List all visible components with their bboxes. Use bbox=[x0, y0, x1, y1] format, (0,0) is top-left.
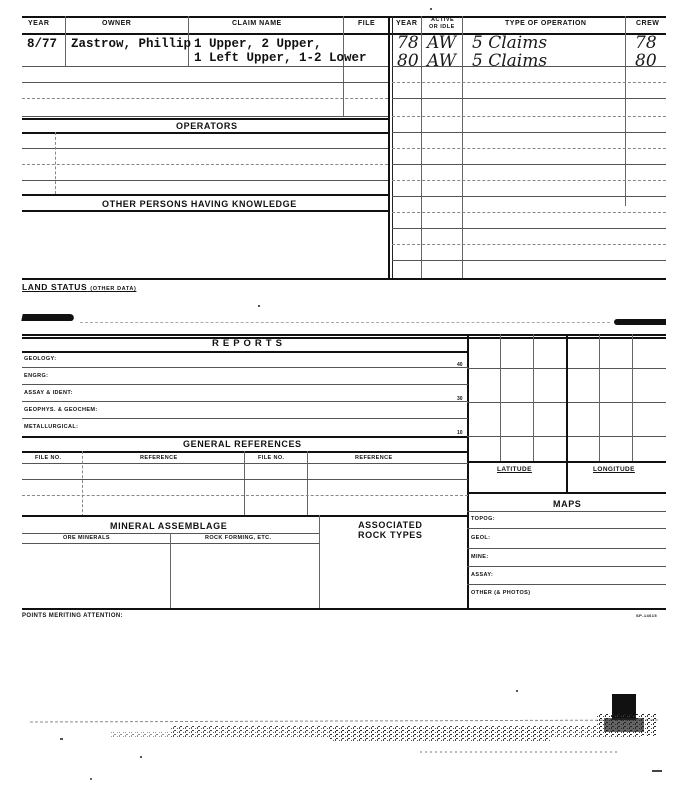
op-row1-status: AW bbox=[427, 33, 457, 53]
report-geology: GEOLOGY: bbox=[24, 356, 57, 362]
op-row2-type: 5 Claims bbox=[472, 51, 548, 71]
operation-type-header: TYPE OF OPERATION bbox=[505, 20, 587, 27]
owner-header: OWNER bbox=[102, 20, 132, 27]
claim-name-line2: 1 Left Upper, 1-2 Lower bbox=[194, 51, 367, 65]
crew-header: CREW bbox=[636, 20, 660, 27]
op-row1-type: 5 Claims bbox=[472, 33, 548, 53]
maps-geol: GEOL: bbox=[471, 535, 491, 541]
claim-name-line1: 1 Upper, 2 Upper, bbox=[194, 37, 322, 51]
op-row2-crew: 80 bbox=[635, 51, 657, 71]
maps-assay: ASSAY: bbox=[471, 572, 494, 578]
points-meriting-label: POINTS MERITING ATTENTION: bbox=[22, 613, 124, 619]
report-assay-num: 30 bbox=[457, 396, 463, 402]
ore-minerals-header: ORE MINERALS bbox=[63, 535, 110, 541]
report-metallurgical-num: 10 bbox=[457, 430, 463, 436]
active-idle-header-2: OR IDLE bbox=[429, 24, 455, 30]
ref-file-no-1: FILE NO. bbox=[35, 455, 62, 461]
ink-smudge-left bbox=[21, 314, 74, 321]
land-status-sub: (OTHER DATA) bbox=[90, 286, 137, 292]
report-geology-num: 40 bbox=[457, 362, 463, 368]
report-metallurgical: METALLURGICAL: bbox=[24, 424, 79, 430]
claim-name-header: CLAIM NAME bbox=[232, 20, 282, 27]
report-assay: ASSAY & IDENT: bbox=[24, 390, 73, 396]
longitude-label: LONGITUDE bbox=[593, 466, 635, 473]
report-engrg: ENGRG: bbox=[24, 373, 49, 379]
land-status-title bbox=[22, 282, 136, 292]
operators-title: OPERATORS bbox=[176, 121, 238, 131]
latitude-label: LATITUDE bbox=[497, 466, 532, 473]
op-row1-crew: 78 bbox=[635, 33, 657, 53]
op-row1-year: 78 bbox=[397, 33, 419, 53]
maps-topog: TOPOG: bbox=[471, 516, 495, 522]
ref-reference-1: REFERENCE bbox=[140, 455, 178, 461]
year-header: YEAR bbox=[28, 20, 50, 27]
rock-forming-header: ROCK FORMING, ETC. bbox=[205, 535, 272, 541]
report-geophys: GEOPHYS. & GEOCHEM: bbox=[24, 407, 98, 413]
claim-year: 8/77 bbox=[27, 37, 58, 51]
ink-smudge-right bbox=[614, 319, 666, 325]
associated-rock-types-title: ASSOCIATED ROCK TYPES bbox=[358, 520, 423, 540]
maps-other: OTHER (& PHOTOS) bbox=[471, 590, 531, 596]
op-row2-year: 80 bbox=[397, 51, 419, 71]
reports-title: REPORTS bbox=[212, 338, 286, 349]
op-row2-status: AW bbox=[427, 51, 457, 71]
maps-title: MAPS bbox=[553, 499, 582, 509]
file-header: FILE bbox=[358, 20, 376, 27]
mineral-assemblage-title: MINERAL ASSEMBLAGE bbox=[110, 521, 228, 531]
other-persons-title: OTHER PERSONS HAVING KNOWLEDGE bbox=[102, 199, 297, 209]
maps-mine: MINE: bbox=[471, 554, 489, 560]
scan-noise-band bbox=[0, 690, 678, 790]
op-year-header: YEAR bbox=[396, 20, 418, 27]
claim-owner: Zastrow, Phillip bbox=[71, 37, 192, 51]
general-references-title: GENERAL REFERENCES bbox=[183, 439, 302, 449]
land-status-label: LAND STATUS bbox=[22, 282, 88, 292]
form-number: SP-14615 bbox=[636, 613, 657, 618]
ref-file-no-2: FILE NO. bbox=[258, 455, 285, 461]
active-idle-header-1: ACTIVE bbox=[431, 17, 455, 23]
ref-reference-2: REFERENCE bbox=[355, 455, 393, 461]
